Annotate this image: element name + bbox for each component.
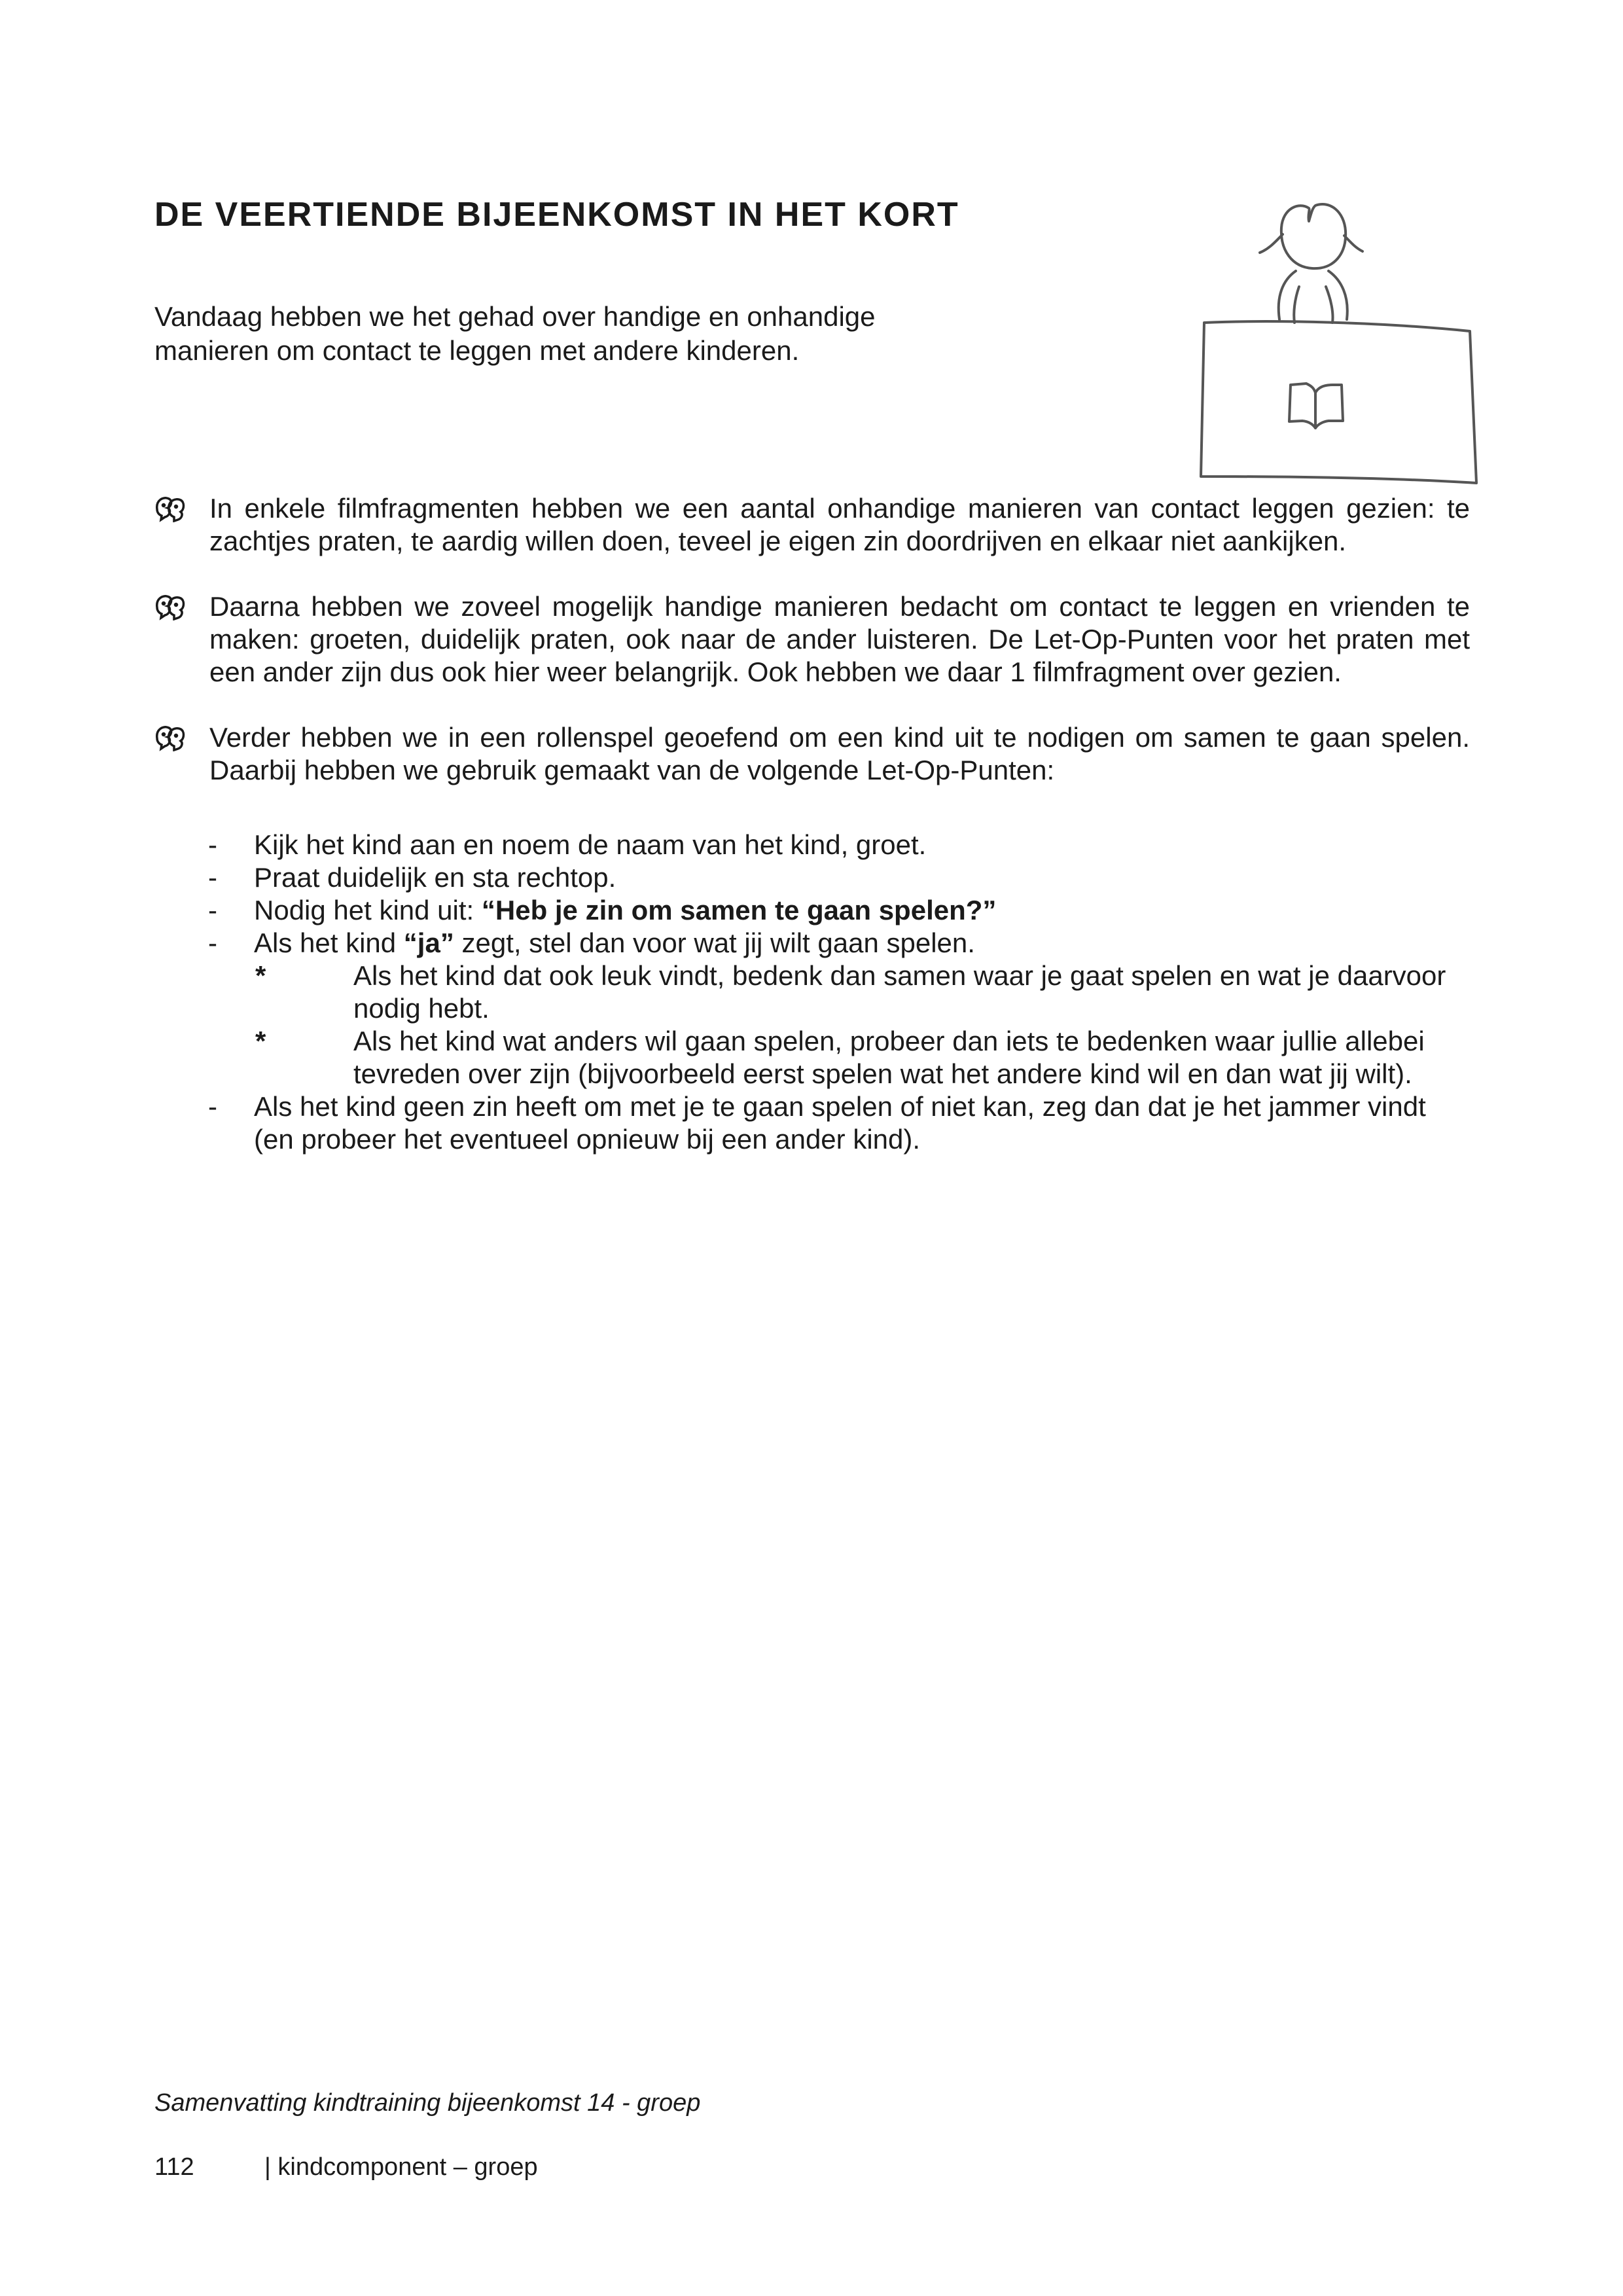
list-dash: - (208, 895, 217, 925)
sub-list-item (208, 960, 1471, 1025)
two-faces-talking-icon (154, 723, 186, 751)
sub-list-star: * (255, 1026, 266, 1056)
list-item-text: Praat duidelijk en sta rechtop. (254, 862, 616, 893)
list-item (208, 1090, 1471, 1156)
list-item-text: Als het kind geen zin heeft om met je te gaan spelen of niet kan, zeg dan dat je het jammer vindt (en probeer het eventueel opnieuw bij een ander kind). (254, 1091, 1426, 1155)
list-item (208, 927, 1471, 960)
sub-list-item-text: Als het kind wat anders wil gaan spelen, probeer dan iets te bedenken waar jullie allebei tevreden over zijn (bijvoorbeeld eerst spelen wat het andere kind wil en dan wat jij wilt). (353, 1026, 1425, 1089)
footer-section: | kindcomponent – groep (264, 2153, 538, 2181)
paragraph-3 (154, 721, 1470, 787)
sub-list-star: * (255, 960, 266, 991)
list-dash: - (208, 1091, 217, 1122)
girl-torso-left (1294, 287, 1299, 323)
paragraph-3-text: Verder hebben we in een rollenspel geoefend om een kind uit te nodigen om samen te gaan spelen. Daarbij hebben we gebruik gemaakt van de volgende Let-Op-Punten: (209, 722, 1470, 785)
page-number: 112 (154, 2153, 194, 2181)
sub-list-item-text: Als het kind dat ook leuk vindt, bedenk dan samen waar je gaat spelen en wat je daarvoor nodig hebt. (353, 960, 1446, 1024)
list-item-text: Kijk het kind aan en noem de naam van het kind, groet. (254, 829, 927, 860)
list-item (208, 861, 1471, 894)
sub-list-item (208, 1025, 1471, 1090)
list-dash: - (208, 829, 217, 860)
let-op-punten-list (208, 829, 1471, 1156)
table-top (1201, 321, 1476, 483)
paragraph-2 (154, 590, 1470, 689)
footer-caption: Samenvatting kindtraining bijeenkomst 14 - groep (154, 2089, 701, 2117)
list-item-text: Nodig het kind uit: (254, 895, 482, 925)
list-dash: - (208, 927, 217, 958)
paragraph-2-text: Daarna hebben we zoveel mogelijk handige manieren bedacht om contact te leggen en vrienden te maken: groeten, duidelijk praten, ook naar de ander luisteren. De Let-Op-Punten voor het praten met een ander zijn dus ook hier weer belangrijk. Ook hebben we daar 1 filmfragment over gezien. (209, 591, 1470, 687)
girl-pigtail-right (1344, 236, 1363, 251)
paragraph-1-text: In enkele filmfragmenten hebben we een aantal onhandige manieren van contact leggen gezien: te zachtjes praten, te aardig willen doen, teveel je eigen zin doordrijven en elkaar niet aankijken. (209, 493, 1470, 556)
invitation-question: “Heb je zin om samen te gaan spelen?” (481, 895, 997, 925)
girl-head (1281, 204, 1346, 268)
list-dash: - (208, 862, 217, 893)
list-item (208, 894, 1471, 927)
girl-torso-right (1326, 287, 1333, 323)
two-faces-talking-icon (154, 592, 186, 620)
girl-reading-at-table-drawing (1178, 188, 1486, 490)
summary-paragraphs (154, 492, 1470, 787)
list-item-text-suffix: zegt, stel dan voor wat jij wilt gaan spelen. (454, 927, 975, 958)
list-item (208, 829, 1471, 861)
intro-text: Vandaag hebben we het gehad over handige en onhandige manieren om contact te leggen met andere kinderen. (154, 301, 876, 366)
two-faces-talking-icon (154, 493, 186, 522)
answer-yes: “ja” (403, 927, 454, 958)
girl-pigtail-left (1260, 234, 1283, 253)
list-item-text-prefix: Als het kind (254, 927, 404, 958)
page-title: DE VEERTIENDE BIJEENKOMST IN HET KORT (154, 196, 959, 234)
paragraph-1 (154, 492, 1470, 558)
